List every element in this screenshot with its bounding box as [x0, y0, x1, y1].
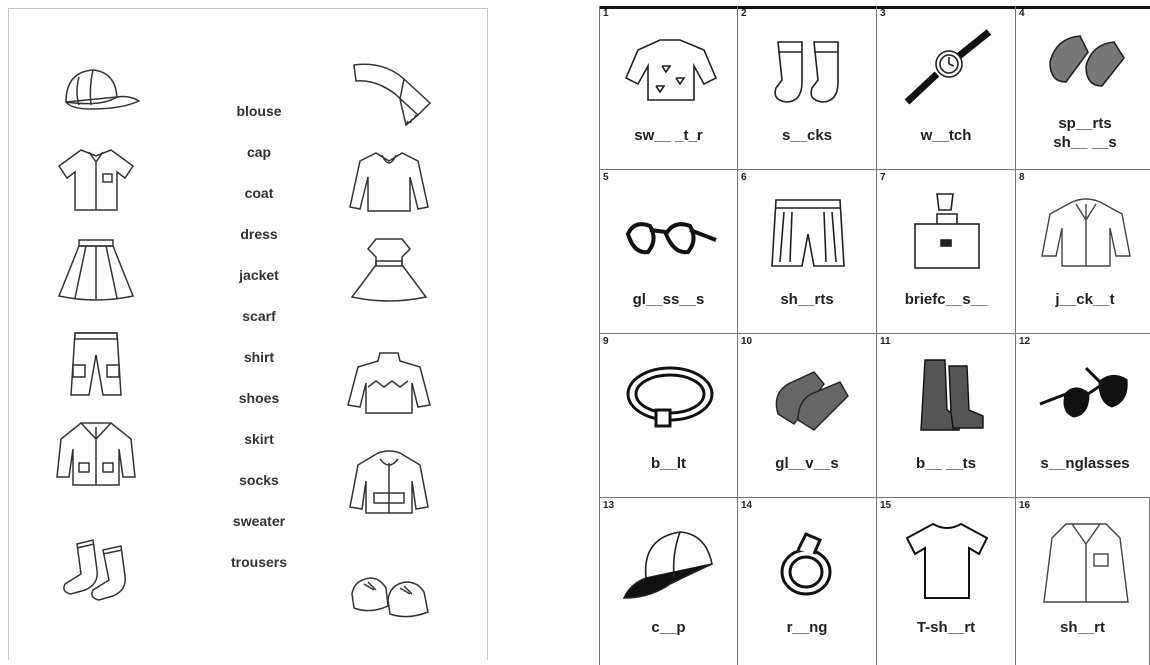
cell-label: sh__ __s [1053, 134, 1117, 151]
gloves-icon [758, 354, 858, 439]
grid-cell [877, 334, 1016, 498]
word-item: socks [239, 472, 279, 488]
cell-number: 13 [603, 500, 615, 511]
word-item: cap [246, 144, 272, 160]
grid-cell [877, 170, 1016, 334]
cell-label: T-sh__rt [916, 619, 976, 636]
cell-label: sh__rts [780, 291, 834, 308]
cell-label: sw__ _t_r [634, 127, 703, 144]
cell-label: b__ __ts [915, 455, 977, 472]
socks-icon [758, 26, 858, 111]
ring-icon [758, 518, 858, 603]
shorts-icon [758, 190, 858, 275]
cell-number: 1 [603, 8, 609, 19]
cell-number: 16 [1019, 500, 1031, 511]
word-item: skirt [244, 431, 274, 447]
grid-cell [877, 498, 1016, 665]
cell-label: sp__rts [1058, 115, 1112, 132]
cell-number: 11 [880, 336, 891, 347]
sunglasses-icon [1036, 354, 1136, 439]
glasses-icon [620, 190, 720, 275]
cell-number: 6 [741, 172, 747, 183]
cell-label: briefc__s__ [904, 291, 988, 308]
coat-icon [51, 419, 141, 489]
blouse-icon [344, 147, 434, 217]
grid-cell [1016, 6, 1150, 170]
vocabulary-grid [599, 6, 1150, 659]
shirt-icon [1036, 518, 1136, 603]
grid-cell [738, 498, 877, 665]
skirt-icon [51, 234, 141, 304]
jacket-icon [1036, 190, 1136, 275]
word-item: coat [244, 185, 274, 201]
word-item: shoes [238, 390, 280, 406]
word-item: jacket [239, 267, 279, 283]
cell-number: 5 [603, 172, 609, 183]
cell-label: c__p [651, 619, 686, 636]
sweater-icon [344, 349, 434, 419]
grid-cell [599, 6, 738, 170]
cell-number: 7 [880, 172, 886, 183]
shoes-icon [344, 554, 434, 624]
shirt-icon [51, 144, 141, 214]
grid-cell [738, 170, 877, 334]
cell-number: 15 [880, 500, 892, 511]
cell-number: 10 [741, 336, 753, 347]
sports-shoes-icon [1036, 22, 1136, 92]
cell-number: 9 [603, 336, 609, 347]
cell-label: w__tch [920, 127, 972, 144]
cap-icon [620, 518, 720, 603]
jacket-icon [344, 449, 434, 519]
cell-label: j__ck__t [1055, 291, 1115, 308]
cell-number: 12 [1019, 336, 1031, 347]
dress-icon [344, 235, 434, 305]
cell-label: gl__ss__s [632, 291, 705, 308]
cell-number: 3 [880, 8, 886, 19]
word-item: dress [240, 226, 278, 242]
cell-number: 14 [741, 500, 753, 511]
word-item: sweater [232, 513, 286, 529]
cell-number: 2 [741, 8, 747, 19]
grid-cell [738, 6, 877, 170]
grid-cell [599, 498, 738, 665]
grid-cell [738, 334, 877, 498]
t-shirt-icon [897, 518, 997, 603]
cell-label: b__lt [650, 455, 686, 472]
cell-label: r__ng [786, 619, 828, 636]
grid-cell [599, 170, 738, 334]
cap-icon [51, 57, 141, 127]
grid-cell [877, 6, 1016, 170]
matching-worksheet [8, 8, 488, 660]
grid-cell [1016, 334, 1150, 498]
briefcase-icon [897, 190, 997, 275]
watch-icon [897, 26, 997, 111]
cell-label: s__cks [781, 127, 833, 144]
sweater-icon [620, 26, 720, 111]
trousers-icon [51, 329, 141, 399]
scarf-icon [344, 59, 434, 129]
word-item: scarf [242, 308, 276, 324]
cell-number: 4 [1019, 8, 1025, 19]
grid-cell [1016, 498, 1150, 665]
belt-icon [620, 354, 720, 439]
word-item: trousers [230, 554, 288, 570]
cell-label: sh__rt [1059, 619, 1106, 636]
word-item: shirt [243, 349, 275, 365]
cell-label: s__nglasses [1040, 455, 1130, 472]
cell-number: 8 [1019, 172, 1025, 183]
socks-icon [51, 534, 141, 604]
boots-icon [897, 354, 997, 439]
cell-label: gl__v__s [775, 455, 839, 472]
word-item: blouse [236, 103, 282, 119]
grid-cell [599, 334, 738, 498]
grid-cell [1016, 170, 1150, 334]
